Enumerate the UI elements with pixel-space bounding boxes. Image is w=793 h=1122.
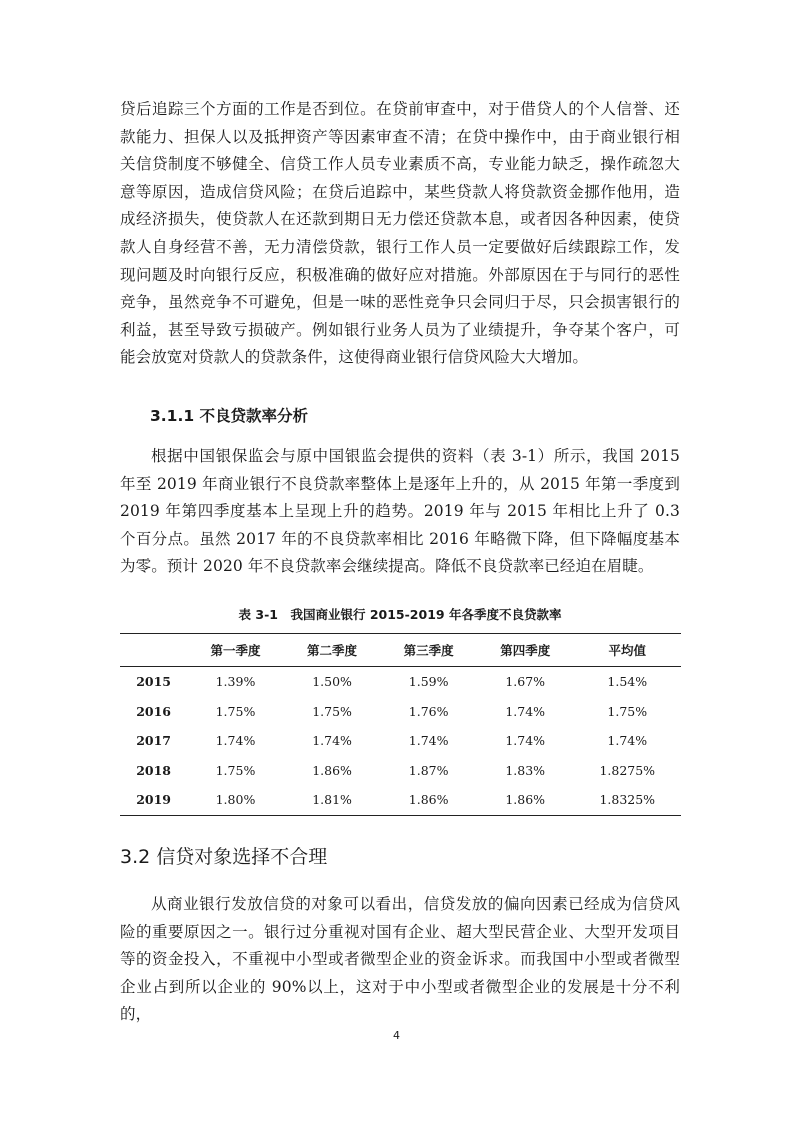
header-cell: 平均值 <box>608 643 646 658</box>
table-cell: 1.67% <box>505 674 546 690</box>
table-cell: 1.74% <box>312 733 352 749</box>
table-row <box>120 756 681 786</box>
body-paragraph: 根据中国银保监会与原中国银监会提供的资料（表 3-1）所示，我国 2015 年至 2019 年商业银行不良贷款率整体上是逐年上升的，从 2015 年第一季度到 2019 年第四季度基本上呈现上升的趋势。2019 年与 2015 年相比上升了 0.3 个百分点。虽然 2017 年的不良贷款率相比 2016 年略微下降，但下降幅度基本为零。预计 2020 年不良贷款率会继续提高。降低不良贷款率已经迫在眉睫。 <box>120 447 680 576</box>
page-number: 4 <box>393 1029 400 1042</box>
year-cell: 2016 <box>136 703 171 719</box>
table-cell: 1.74% <box>505 703 546 719</box>
table-cell: 1.81% <box>312 792 352 808</box>
npl-rate-table <box>120 633 681 816</box>
table-cell: 1.59% <box>408 674 449 690</box>
year-cell: 2018 <box>136 762 171 778</box>
table-cell: 1.74% <box>607 733 648 749</box>
table-cell: 1.75% <box>215 703 256 719</box>
table-cell: 1.8275% <box>599 762 656 778</box>
table-cell: 1.87% <box>408 762 449 778</box>
table-cell: 1.8325% <box>599 792 656 808</box>
subsection-heading: 3.1.1 不良贷款率分析 <box>150 407 309 425</box>
section-heading: 3.2 信贷对象选择不合理 <box>120 846 328 868</box>
table-cell: 1.83% <box>505 762 546 778</box>
year-cell: 2019 <box>136 792 171 808</box>
table-row <box>120 667 681 697</box>
body-paragraph: 贷后追踪三个方面的工作是否到位。在贷前审查中，对于借贷人的个人信誉、还款能力、担保人以及抵押资产等因素审查不清；在贷中操作中，由于商业银行相关信贷制度不够健全、信贷工作人员专业素质不高，专业能力缺乏，操作疏忽大意等原因，造成信贷风险；在贷后追踪中，某些贷款人将贷款资金挪作他用，造成经济损失，使贷款人在还款到期日无力偿还贷款本息，或者因各种因素，使贷款人自身经营不善，无力清偿贷款，银行工作人员一定要做好后续跟踪工作，发现问题及时向银行反应，积极准确的做好应对措施。外部原因在于与同行的恶性竞争，虽然竞争不可避免，但是一味的恶性竞争只会同归于尽，只会损害银行的利益，甚至导致亏损破产。例如银行业务人员为了业绩提升，争夺某个客户，可能会放宽对贷款人的贷款条件，这使得商业银行信贷风险大大增加。 <box>120 100 680 367</box>
table-cell: 1.86% <box>408 792 449 808</box>
table-body <box>120 667 681 816</box>
table-cell: 1.80% <box>215 792 256 808</box>
table-cell: 1.50% <box>312 674 352 690</box>
table-cell: 1.75% <box>215 762 256 778</box>
header-cell: 第一季度 <box>210 643 261 658</box>
table-cell: 1.75% <box>312 703 352 719</box>
table-cell: 1.86% <box>505 792 546 808</box>
table-row <box>120 697 681 727</box>
table-cell: 1.74% <box>215 733 256 749</box>
table-header <box>120 634 681 667</box>
year-cell: 2017 <box>136 733 171 749</box>
table-caption: 表 3-1 我国商业银行 2015-2019 年各季度不良贷款率 <box>238 607 562 622</box>
table-cell: 1.39% <box>215 674 256 690</box>
table-header-row <box>120 634 681 667</box>
table-cell: 1.74% <box>408 733 449 749</box>
body-paragraph: 从商业银行发放信贷的对象可以看出，信贷发放的偏向因素已经成为信贷风险的重要原因之一。银行过分重视对国有企业、超大型民营企业、大型开发项目等的资金投入，不重视中小型或者微型企业的资金诉求。而我国中小型或者微型企业占到所以企业的 90%以上，这对于中小型或者微型企业的发展是十分不利的， <box>120 895 680 1024</box>
table-row <box>120 726 681 756</box>
table-cell: 1.54% <box>607 674 648 690</box>
header-cell: 第二季度 <box>307 643 358 658</box>
table-cell: 1.74% <box>505 733 546 749</box>
header-cell: 第三季度 <box>403 643 454 658</box>
table-cell: 1.86% <box>312 762 352 778</box>
table-cell: 1.76% <box>408 703 449 719</box>
header-cell: 第四季度 <box>500 643 551 658</box>
table-cell: 1.75% <box>607 703 648 719</box>
header-cell <box>120 634 187 667</box>
year-cell: 2015 <box>136 674 171 690</box>
table-row <box>120 785 681 815</box>
